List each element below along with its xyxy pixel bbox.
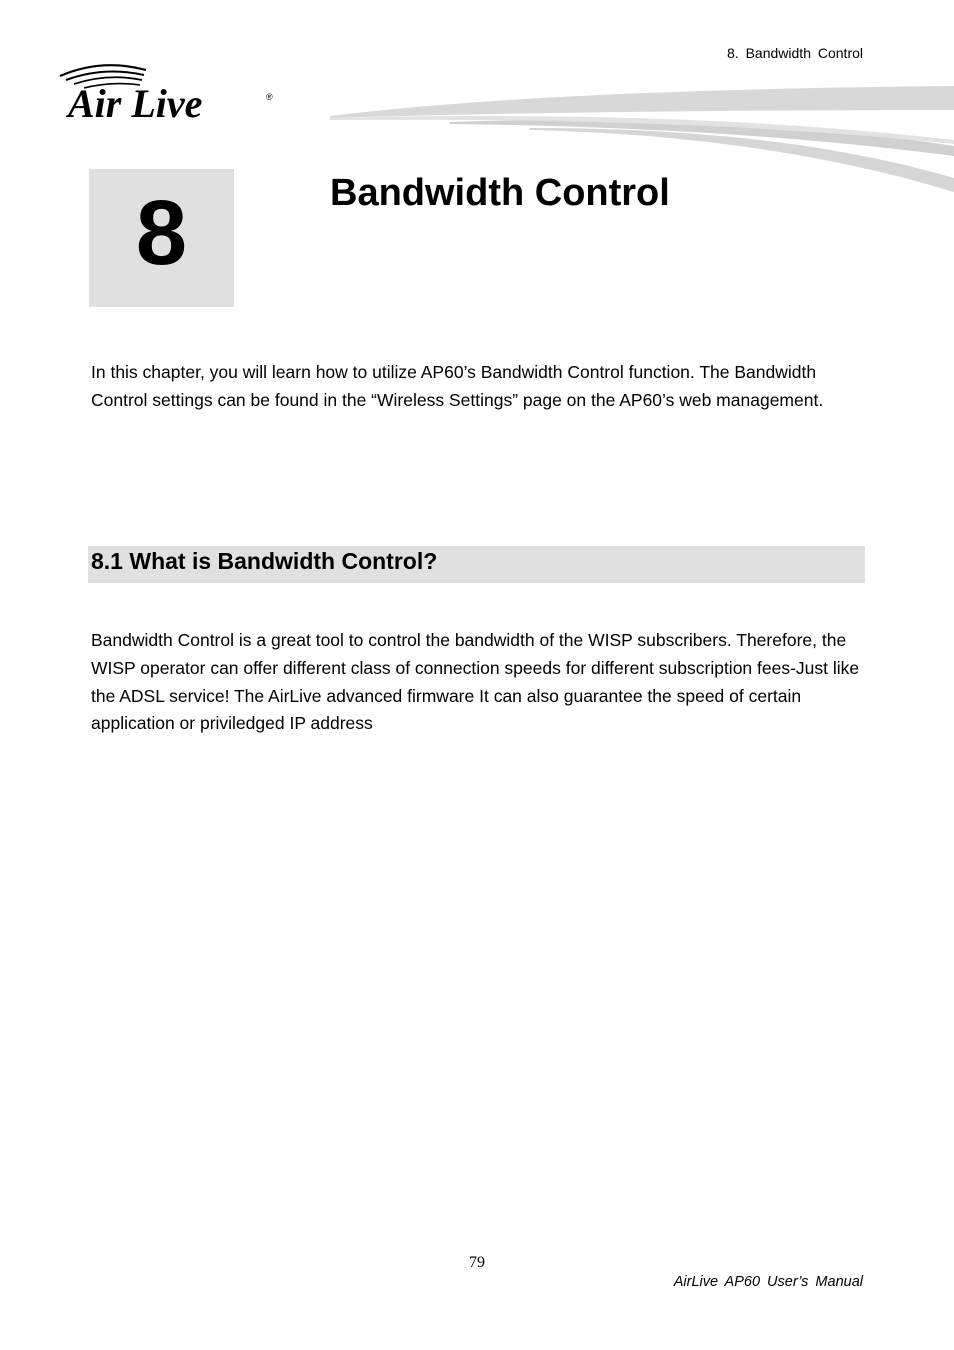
- intro-paragraph: In this chapter, you will learn how to utilize AP60’s Bandwidth Control function. The Bandwidth Control settings can be found in the “Wireless Settings” page on the AP60’s web management.: [91, 362, 824, 410]
- running-footer: AirLive AP60 User’s Manual: [673, 1274, 863, 1290]
- logo-text: Air Live: [68, 81, 203, 124]
- chapter-title: Bandwidth Control: [330, 172, 670, 214]
- page-number: 79: [469, 1254, 485, 1271]
- section-heading-bar: [88, 546, 865, 583]
- registered-mark: ®: [266, 92, 273, 102]
- section-body-paragraph: Bandwidth Control is a great tool to control the bandwidth of the WISP subscribers. Therefore, the WISP operator can offer different class of connection speeds for different subscription fees-Just like the ADSL service! The AirLive advanced firmware It can also guarantee the speed of certain application or priviledged IP address: [91, 630, 860, 734]
- chapter-number: 8: [135, 182, 188, 284]
- running-header: 8. Bandwidth Control: [727, 45, 863, 61]
- airlive-logo: [56, 60, 278, 124]
- section-title: 8.1 What is Bandwidth Control?: [91, 548, 438, 574]
- chapter-number-box: [89, 169, 234, 307]
